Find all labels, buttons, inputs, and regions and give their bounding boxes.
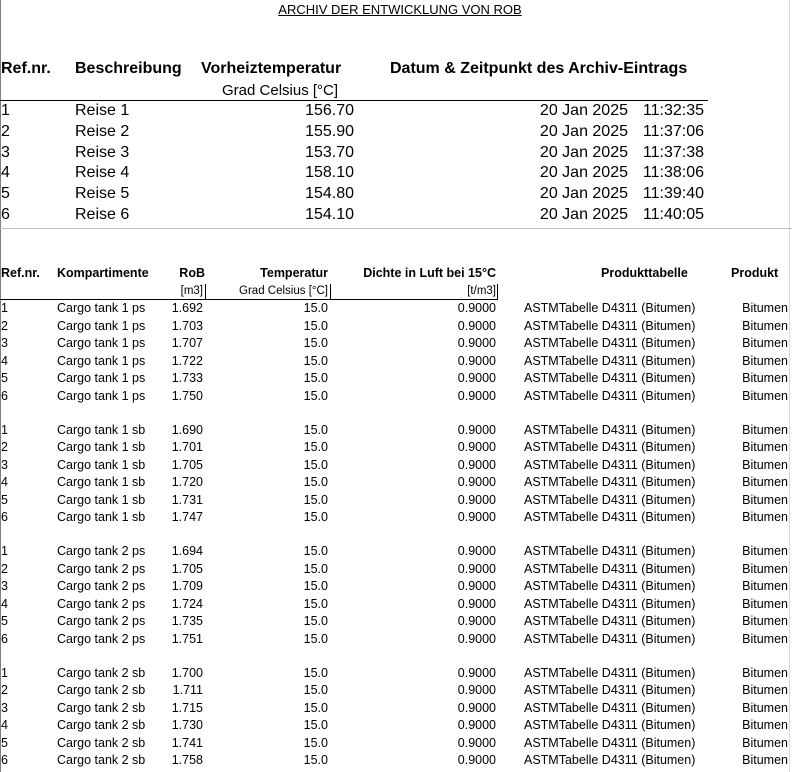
detail-rob-cell: 1.720	[171, 475, 203, 489]
summary-description-cell: Reise 6	[75, 205, 130, 223]
detail-density-cell: 0.9000	[457, 631, 496, 646]
detail-ref-cell: 5	[1, 614, 8, 628]
detail-product-table-cell: ASTMTabelle D4311 (Bitumen)	[524, 614, 696, 628]
summary-ref-cell: 6	[1, 205, 10, 223]
detail-rob-cell: 1.707	[171, 336, 203, 350]
summary-time-cell: 11:38:06	[642, 164, 704, 182]
detail-density-cell: 0.9000	[457, 422, 496, 437]
detail-product-cell: Bitumen	[742, 440, 788, 454]
detail-ref-cell: 5	[1, 492, 8, 507]
detail-compartment-cell: Cargo tank 2 ps	[57, 631, 146, 646]
detail-density-cell: 0.9000	[457, 561, 496, 576]
detail-rows	[0, 300, 792, 770]
detail-ref-cell: 3	[1, 457, 8, 472]
detail-compartment-cell: Cargo tank 1 ps	[57, 353, 146, 368]
table-row	[0, 682, 792, 700]
detail-product-table-cell: ASTMTabelle D4311 (Bitumen)	[524, 544, 696, 558]
detail-temperature-cell: 15.0	[303, 700, 328, 715]
table-row	[0, 457, 792, 475]
detail-unit-separator	[497, 284, 498, 300]
table-row	[0, 561, 792, 579]
compartment-group	[0, 665, 792, 770]
detail-ref-cell: 1	[1, 665, 8, 680]
summary-time-cell: 11:40:05	[642, 205, 704, 223]
detail-rob-cell: 1.751	[171, 631, 203, 646]
detail-product-cell: Bitumen	[742, 561, 788, 576]
detail-ref-cell: 5	[1, 371, 8, 385]
detail-rob-cell: 1.709	[171, 579, 203, 593]
detail-ref-cell: 4	[1, 718, 8, 732]
table-row	[0, 353, 792, 371]
detail-temperature-cell: 15.0	[303, 683, 328, 697]
detail-compartment-cell: Cargo tank 1 sb	[57, 422, 146, 437]
summary-ref-cell: 5	[1, 185, 10, 203]
detail-product-table-cell: ASTMTabelle D4311 (Bitumen)	[524, 579, 696, 593]
detail-product-table-cell: ASTMTabelle D4311 (Bitumen)	[524, 700, 696, 715]
detail-density-cell: 0.9000	[457, 700, 496, 715]
detail-product-cell: Bitumen	[742, 614, 788, 628]
detail-product-cell: Bitumen	[742, 388, 788, 403]
detail-unit-separator	[330, 284, 331, 300]
summary-row	[0, 184, 720, 205]
detail-ref-cell: 1	[1, 544, 8, 558]
detail-product-cell: Bitumen	[742, 457, 788, 472]
detail-rob-cell: 1.715	[171, 700, 203, 715]
detail-ref-cell: 6	[1, 388, 8, 403]
detail-temperature-cell: 15.0	[303, 753, 328, 767]
detail-density-cell: 0.9000	[457, 753, 496, 767]
detail-density-cell: 0.9000	[457, 388, 496, 403]
table-row	[0, 439, 792, 457]
summary-row	[0, 122, 720, 143]
detail-product-table-cell: ASTMTabelle D4311 (Bitumen)	[524, 457, 696, 472]
detail-product-cell: Bitumen	[742, 318, 788, 333]
detail-unit-density: [t/m3]	[467, 285, 496, 297]
detail-compartment-cell: Cargo tank 2 sb	[57, 683, 146, 697]
detail-product-table-cell: ASTMTabelle D4311 (Bitumen)	[524, 683, 696, 697]
detail-ref-cell: 2	[1, 561, 8, 576]
table-row	[0, 735, 792, 753]
summary-time-cell: 11:37:38	[642, 143, 704, 161]
detail-temperature-cell: 15.0	[303, 371, 328, 385]
detail-product-table-cell: ASTMTabelle D4311 (Bitumen)	[524, 475, 696, 489]
detail-density-cell: 0.9000	[457, 301, 496, 315]
detail-ref-cell: 5	[1, 735, 8, 750]
detail-temperature-cell: 15.0	[303, 336, 328, 350]
detail-compartment-cell: Cargo tank 2 sb	[57, 753, 146, 767]
detail-density-cell: 0.9000	[457, 614, 496, 628]
detail-product-table-cell: ASTMTabelle D4311 (Bitumen)	[524, 753, 696, 767]
detail-header-ref: Ref.nr.	[1, 266, 40, 280]
detail-temperature-cell: 15.0	[303, 596, 328, 611]
detail-density-cell: 0.9000	[457, 371, 496, 385]
detail-product-cell: Bitumen	[742, 336, 788, 350]
detail-compartment-cell: Cargo tank 1 sb	[57, 457, 146, 472]
detail-product-cell: Bitumen	[742, 510, 788, 524]
summary-ref-cell: 2	[1, 122, 10, 140]
table-row	[0, 700, 792, 718]
detail-header-product-table: Produkttabelle	[601, 266, 688, 280]
detail-product-cell: Bitumen	[742, 596, 788, 611]
detail-unit-rob: [m3]	[180, 285, 203, 297]
detail-density-cell: 0.9000	[457, 353, 496, 368]
detail-ref-cell: 2	[1, 318, 8, 333]
detail-ref-cell: 2	[1, 440, 8, 454]
detail-unit-temperature: Grad Celsius [°C]	[239, 285, 328, 297]
table-row	[0, 335, 792, 353]
summary-time-cell: 11:32:35	[642, 102, 704, 119]
detail-temperature-cell: 15.0	[303, 475, 328, 489]
table-row	[0, 509, 792, 527]
detail-product-table-cell: ASTMTabelle D4311 (Bitumen)	[524, 440, 696, 454]
detail-temperature-cell: 15.0	[303, 422, 328, 437]
detail-rob-cell: 1.692	[171, 301, 203, 315]
detail-rob-cell: 1.722	[171, 353, 203, 368]
detail-rob-cell: 1.733	[171, 371, 203, 385]
detail-compartment-cell: Cargo tank 2 sb	[57, 735, 146, 750]
detail-density-cell: 0.9000	[457, 718, 496, 732]
summary-header-preheat-temperature: Vorheiztemperatur	[201, 60, 342, 77]
detail-ref-cell: 1	[1, 422, 8, 437]
summary-header-ref: Ref.nr.	[1, 60, 51, 77]
detail-product-cell: Bitumen	[742, 683, 788, 697]
detail-density-cell: 0.9000	[457, 596, 496, 611]
table-row	[0, 613, 792, 631]
detail-product-cell: Bitumen	[742, 475, 788, 489]
detail-header-compartments: Kompartimente	[57, 266, 149, 280]
detail-compartment-cell: Cargo tank 2 sb	[57, 718, 146, 732]
detail-product-cell: Bitumen	[742, 422, 788, 437]
detail-density-cell: 0.9000	[457, 440, 496, 454]
detail-temperature-cell: 15.0	[303, 301, 328, 315]
detail-product-table-cell: ASTMTabelle D4311 (Bitumen)	[524, 718, 696, 732]
detail-ref-cell: 6	[1, 510, 8, 524]
detail-unit-separator	[205, 284, 206, 300]
detail-temperature-cell: 15.0	[303, 544, 328, 558]
detail-product-cell: Bitumen	[742, 353, 788, 368]
summary-date-cell: 20 Jan 2025	[539, 143, 628, 161]
summary-time-cell: 11:39:40	[642, 185, 704, 203]
detail-density-cell: 0.9000	[457, 318, 496, 333]
detail-product-table-cell: ASTMTabelle D4311 (Bitumen)	[524, 371, 696, 385]
detail-rob-cell: 1.701	[171, 440, 203, 454]
table-row	[0, 388, 792, 406]
detail-compartment-cell: Cargo tank 1 ps	[57, 301, 146, 315]
detail-temperature-cell: 15.0	[303, 631, 328, 646]
summary-date-cell: 20 Jan 2025	[539, 102, 628, 119]
detail-product-table-cell: ASTMTabelle D4311 (Bitumen)	[524, 336, 696, 350]
summary-description-cell: Reise 2	[75, 122, 130, 140]
detail-product-table-cell: ASTMTabelle D4311 (Bitumen)	[524, 388, 696, 403]
detail-ref-cell: 3	[1, 700, 8, 715]
summary-time-cell: 11:37:06	[642, 122, 704, 140]
detail-ref-cell: 1	[1, 301, 8, 315]
detail-compartment-cell: Cargo tank 1 ps	[57, 336, 146, 350]
detail-product-cell: Bitumen	[742, 718, 788, 732]
detail-compartment-cell: Cargo tank 2 sb	[57, 665, 146, 680]
table-row	[0, 422, 792, 440]
detail-product-table-cell: ASTMTabelle D4311 (Bitumen)	[524, 735, 696, 750]
detail-density-cell: 0.9000	[457, 665, 496, 680]
detail-product-table-cell: ASTMTabelle D4311 (Bitumen)	[524, 353, 696, 368]
detail-compartment-cell: Cargo tank 2 ps	[57, 579, 146, 593]
detail-product-cell: Bitumen	[742, 631, 788, 646]
detail-density-cell: 0.9000	[457, 492, 496, 507]
detail-compartment-cell: Cargo tank 2 ps	[57, 614, 146, 628]
section-divider	[0, 228, 792, 229]
detail-ref-cell: 6	[1, 753, 8, 767]
detail-product-table-cell: ASTMTabelle D4311 (Bitumen)	[524, 492, 696, 507]
detail-temperature-cell: 15.0	[303, 718, 328, 732]
detail-ref-cell: 3	[1, 336, 8, 350]
detail-product-table-cell: ASTMTabelle D4311 (Bitumen)	[524, 422, 696, 437]
detail-compartment-cell: Cargo tank 2 sb	[57, 700, 146, 715]
detail-compartment-cell: Cargo tank 1 sb	[57, 492, 146, 507]
detail-compartment-cell: Cargo tank 2 ps	[57, 544, 146, 558]
detail-compartment-cell: Cargo tank 2 ps	[57, 596, 146, 611]
detail-rob-cell: 1.758	[171, 753, 203, 767]
detail-ref-cell: 4	[1, 596, 8, 611]
detail-rob-cell: 1.690	[171, 422, 203, 437]
detail-temperature-cell: 15.0	[303, 579, 328, 593]
detail-ref-cell: 4	[1, 353, 8, 368]
detail-rob-cell: 1.703	[171, 318, 203, 333]
summary-row	[0, 101, 720, 122]
detail-rob-cell: 1.735	[171, 614, 203, 628]
detail-rob-cell: 1.705	[171, 457, 203, 472]
detail-product-cell: Bitumen	[742, 665, 788, 680]
detail-ref-cell: 4	[1, 475, 8, 489]
summary-row	[0, 143, 720, 164]
page-title: ARCHIV DER ENTWICKLUNG VON ROB	[278, 2, 522, 17]
compartment-group	[0, 422, 792, 527]
detail-header-rob: RoB	[179, 266, 205, 280]
table-row	[0, 370, 792, 388]
summary-date-cell: 20 Jan 2025	[539, 164, 628, 182]
summary-date-cell: 20 Jan 2025	[539, 185, 628, 203]
detail-product-table-cell: ASTMTabelle D4311 (Bitumen)	[524, 631, 696, 646]
detail-product-cell: Bitumen	[742, 579, 788, 593]
detail-compartment-cell: Cargo tank 1 ps	[57, 318, 146, 333]
compartment-group	[0, 543, 792, 648]
summary-rows	[0, 101, 720, 226]
detail-rob-cell: 1.747	[171, 510, 203, 524]
detail-rob-cell: 1.741	[171, 735, 203, 750]
detail-temperature-cell: 15.0	[303, 457, 328, 472]
summary-temperature-cell: 154.10	[305, 205, 354, 223]
detail-product-cell: Bitumen	[742, 371, 788, 385]
detail-density-cell: 0.9000	[457, 683, 496, 697]
table-row	[0, 596, 792, 614]
detail-product-table-cell: ASTMTabelle D4311 (Bitumen)	[524, 561, 696, 576]
summary-header-temperature-unit: Grad Celsius [°C]	[222, 82, 339, 99]
detail-compartment-cell: Cargo tank 1 ps	[57, 371, 146, 385]
detail-temperature-cell: 15.0	[303, 492, 328, 507]
summary-description-cell: Reise 5	[75, 185, 130, 203]
detail-compartment-cell: Cargo tank 1 sb	[57, 475, 146, 489]
summary-ref-cell: 1	[1, 102, 10, 119]
table-row	[0, 492, 792, 510]
detail-density-cell: 0.9000	[457, 336, 496, 350]
table-row	[0, 300, 792, 318]
detail-rob-cell: 1.731	[171, 492, 203, 507]
summary-row	[0, 205, 720, 226]
detail-density-cell: 0.9000	[457, 544, 496, 558]
detail-product-table-cell: ASTMTabelle D4311 (Bitumen)	[524, 318, 696, 333]
detail-header-temperature: Temperatur	[260, 266, 328, 280]
summary-temperature-cell: 156.70	[305, 102, 354, 119]
table-row	[0, 717, 792, 735]
detail-product-cell: Bitumen	[742, 735, 788, 750]
detail-product-table-cell: ASTMTabelle D4311 (Bitumen)	[524, 510, 696, 524]
summary-row	[0, 163, 720, 184]
summary-description-cell: Reise 3	[75, 143, 130, 161]
detail-rob-cell: 1.724	[171, 596, 203, 611]
detail-compartment-cell: Cargo tank 1 sb	[57, 510, 146, 524]
compartment-group	[0, 300, 792, 405]
detail-header-density: Dichte in Luft bei 15°C	[363, 266, 496, 280]
table-row	[0, 578, 792, 596]
detail-temperature-cell: 15.0	[303, 665, 328, 680]
summary-ref-cell: 4	[1, 164, 10, 182]
table-row	[0, 543, 792, 561]
summary-description-cell: Reise 4	[75, 164, 130, 182]
detail-density-cell: 0.9000	[457, 735, 496, 750]
detail-rob-cell: 1.700	[171, 665, 203, 680]
summary-date-cell: 20 Jan 2025	[539, 205, 628, 223]
summary-temperature-cell: 153.70	[305, 143, 354, 161]
detail-density-cell: 0.9000	[457, 475, 496, 489]
detail-temperature-cell: 15.0	[303, 318, 328, 333]
detail-rob-cell: 1.750	[171, 388, 203, 403]
detail-temperature-cell: 15.0	[303, 735, 328, 750]
table-row	[0, 752, 792, 770]
detail-density-cell: 0.9000	[457, 510, 496, 524]
detail-temperature-cell: 15.0	[303, 440, 328, 454]
detail-compartment-cell: Cargo tank 2 ps	[57, 561, 146, 576]
summary-temperature-cell: 158.10	[305, 164, 354, 182]
table-row	[0, 665, 792, 683]
table-row	[0, 318, 792, 336]
detail-rob-cell: 1.705	[171, 561, 203, 576]
summary-temperature-cell: 154.80	[305, 185, 354, 203]
table-row	[0, 474, 792, 492]
detail-ref-cell: 6	[1, 631, 8, 646]
detail-ref-cell: 2	[1, 683, 8, 697]
detail-temperature-cell: 15.0	[303, 510, 328, 524]
detail-density-cell: 0.9000	[457, 579, 496, 593]
summary-header-datetime: Datum & Zeitpunkt des Archiv-Eintrags	[390, 60, 688, 77]
detail-compartment-cell: Cargo tank 1 sb	[57, 440, 146, 454]
detail-temperature-cell: 15.0	[303, 353, 328, 368]
summary-date-cell: 20 Jan 2025	[539, 122, 628, 140]
detail-product-cell: Bitumen	[742, 700, 788, 715]
detail-product-table-cell: ASTMTabelle D4311 (Bitumen)	[524, 665, 696, 680]
detail-temperature-cell: 15.0	[303, 561, 328, 576]
summary-description-cell: Reise 1	[75, 102, 130, 119]
table-row	[0, 631, 792, 649]
detail-product-cell: Bitumen	[742, 544, 788, 558]
summary-header-description: Beschreibung	[75, 60, 182, 77]
detail-product-table-cell: ASTMTabelle D4311 (Bitumen)	[524, 596, 696, 611]
detail-rob-cell: 1.730	[171, 718, 203, 732]
detail-density-cell: 0.9000	[457, 457, 496, 472]
detail-product-table-cell: ASTMTabelle D4311 (Bitumen)	[524, 301, 696, 315]
detail-product-cell: Bitumen	[742, 301, 788, 315]
summary-ref-cell: 3	[1, 143, 10, 161]
detail-temperature-cell: 15.0	[303, 614, 328, 628]
detail-ref-cell: 3	[1, 579, 8, 593]
detail-header-product: Produkt	[731, 266, 779, 280]
detail-rob-cell: 1.711	[172, 683, 203, 697]
detail-compartment-cell: Cargo tank 1 ps	[57, 388, 146, 403]
detail-temperature-cell: 15.0	[303, 388, 328, 403]
detail-rob-cell: 1.694	[171, 544, 203, 558]
summary-temperature-cell: 155.90	[305, 122, 354, 140]
detail-product-cell: Bitumen	[742, 492, 788, 507]
detail-product-cell: Bitumen	[742, 753, 788, 767]
